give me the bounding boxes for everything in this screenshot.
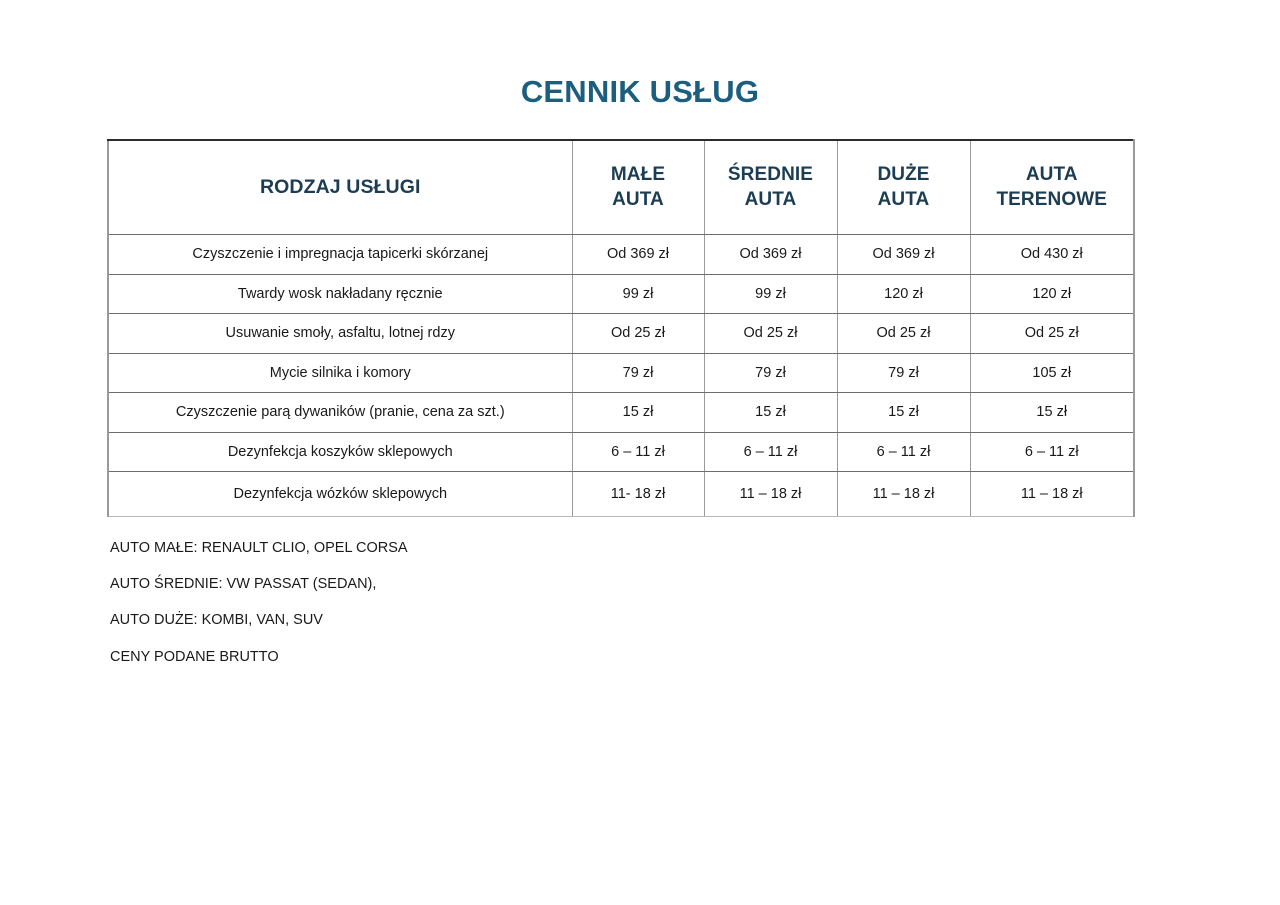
price-large: 11 – 18 zł [837,472,970,517]
table-row [108,274,1134,314]
column-header-large [837,140,970,235]
table-row [108,472,1134,517]
price-small: 99 zł [572,274,704,314]
price-large: Od 369 zł [837,235,970,275]
price-large: 6 – 11 zł [837,432,970,472]
column-header-medium [704,140,837,235]
price-offroad: 105 zł [970,353,1134,393]
column-header-medium-line1: ŚREDNIE [727,164,814,186]
service-name: Usuwanie smoły, asfaltu, lotnej rdzy [108,314,572,354]
price-small: 11- 18 zł [572,472,704,517]
service-name: Twardy wosk nakładany ręcznie [108,274,572,314]
footnote-car-medium: AUTO ŚREDNIE: VW PASSAT (SEDAN), [110,576,377,593]
price-medium: 99 zł [704,274,837,314]
price-medium: Od 369 zł [704,235,837,275]
table-row [108,314,1134,354]
column-header-large-line1: DUŻE [877,164,930,186]
service-name: Dezynfekcja koszyków sklepowych [108,432,572,472]
column-header-large-line2: AUTA [877,188,930,210]
price-medium: 11 – 18 zł [704,472,837,517]
price-table [107,139,1135,517]
price-offroad: 11 – 18 zł [970,472,1134,517]
price-offroad: Od 430 zł [970,235,1134,275]
service-name: Czyszczenie i impregnacja tapicerki skórzanej [108,235,572,275]
table-header [108,140,1134,235]
footnote-prices-gross: CENY PODANE BRUTTO [110,648,279,665]
price-large: Od 25 zł [837,314,970,354]
service-name: Dezynfekcja wózków sklepowych [108,472,572,517]
column-header-offroad-line2: TERENOWE [996,188,1108,210]
column-header-offroad [970,140,1134,235]
service-name: Czyszczenie parą dywaników (pranie, cena za szt.) [108,393,572,433]
table-row [108,393,1134,433]
price-offroad: 15 zł [970,393,1134,433]
price-large: 120 zł [837,274,970,314]
price-small: Od 369 zł [572,235,704,275]
price-large: 79 zł [837,353,970,393]
column-header-small [572,140,704,235]
table-row [108,432,1134,472]
column-header-small-line1: MAŁE [610,164,666,186]
price-medium: 6 – 11 zł [704,432,837,472]
column-header-small-line2: AUTA [612,188,664,210]
footnote-car-large: AUTO DUŻE: KOMBI, VAN, SUV [110,612,323,629]
service-name: Mycie silnika i komory [108,353,572,393]
column-header-offroad-line1: AUTA [1025,164,1078,186]
column-header-medium-line2: AUTA [744,188,797,210]
column-header-service [108,140,572,235]
table-row [108,353,1134,393]
footnotes [110,540,910,665]
price-small: 79 zł [572,353,704,393]
price-large: 15 zł [837,393,970,433]
price-small: 6 – 11 zł [572,432,704,472]
footnote-car-small: AUTO MAŁE: RENAULT CLIO, OPEL CORSA [110,540,408,556]
price-medium: Od 25 zł [704,314,837,354]
table-header-row [108,140,1134,235]
price-medium: 79 zł [704,353,837,393]
price-offroad: Od 25 zł [970,314,1134,354]
price-offroad: 6 – 11 zł [970,432,1134,472]
price-offroad: 120 zł [970,274,1134,314]
table-row [108,235,1134,275]
table-body [108,235,1134,517]
column-header-service-label: RODZAJ USŁUGI [259,176,421,199]
price-medium: 15 zł [704,393,837,433]
page-title: CENNIK USŁUG [520,73,760,109]
price-small: 15 zł [572,393,704,433]
price-small: Od 25 zł [572,314,704,354]
